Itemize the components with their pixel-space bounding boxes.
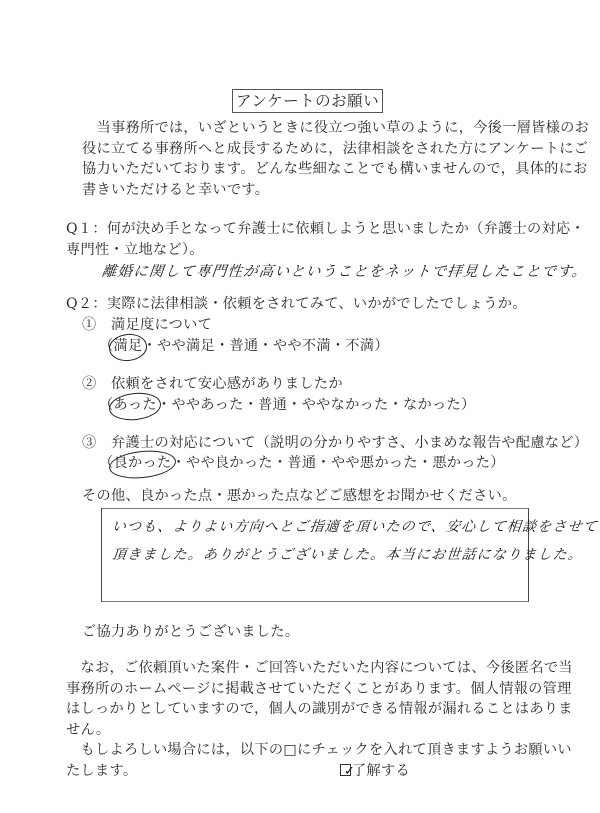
notice-line: はしっかりとしていますので，個人の識別ができる情報が漏れることはありま [66,701,573,717]
intro-line: 当事務所では，いざというときに役立つ強い草のように，今後一層皆様のお [96,120,590,136]
intro-line: 協力いただいております。どんな些細なことでも構いませんので，具体的にお [82,161,588,177]
q2-item-options: （良かった・やや良かった・普通・やや悪かった・悪かった） [99,453,505,474]
survey-title: アンケートのお願い [232,89,383,113]
notice-line: せん。 [66,721,111,738]
notice-line: なお，ご依頼頂いた案件・ご回答いただいた内容については、今後匿名で当 [80,660,573,676]
comments-handwritten-line: いつも、よりよい方向へとご指適を頂いたので、安心して相談をさせて [111,519,599,535]
notice-line: 事務所のホームページに掲載させていただくことがあります。個人情報の管理 [66,680,572,697]
thanks-message: ご協力ありがとうございました。 [82,624,300,640]
consent-line: たします。 [66,762,138,779]
comments-handwritten-line: 頂きました。ありがとうございました。本当にお世話になりました。 [111,547,584,563]
selected-option-circle: あった [114,395,157,416]
comments-prompt: その他、良かった点・悪かった点などご感想をお聞かせください。 [82,488,517,504]
q1-handwritten-answer: 離婚に関して専門性が高いということをネットで拝見したことです。 [101,264,589,280]
consent-checkbox-label: 了解する [352,762,410,779]
q2-item-options: （あった・ややあった・普通・ややなかった・なかった） [99,395,476,416]
consent-checkbox[interactable] [340,763,356,779]
intro-line: 役に立てる事務所へと成長するために，法律相談をされた方にアンケートにご [82,140,589,157]
q1-question-line: 専門性・立地など）。 [66,241,204,258]
q2-item-heading: ② 依頼をされて安心感がありましたか [82,376,343,392]
q1-question-line: Q１：何が決め手となって弁護士に依頼しようと思いましたか（弁護士の対応・ [66,221,585,237]
selected-option-circle: 満足 [114,336,143,357]
q2-item-options: （満足・やや満足・普通・やや不満・不満） [99,336,389,357]
q2-item-heading: ① 満足度について [82,317,213,333]
selected-option-circle: 良かった [114,453,172,474]
consent-checkbox-row[interactable] [340,761,410,782]
intro-line: 書きいただけると幸いです。 [82,181,270,198]
consent-line: もしよろしい場合には，以下の□にチェックを入れて頂きますようお願いい [80,742,572,758]
q2-item-heading: ③ 弁護士の対応について（説明の分かりやすさ、小まめな報告や配慮など） [82,435,589,451]
q2-question: Q２：実際に法律相談・依頼をされてみて、いかがでしたでしょうか。 [66,296,527,312]
checkmark-icon: ✓ [344,763,356,779]
